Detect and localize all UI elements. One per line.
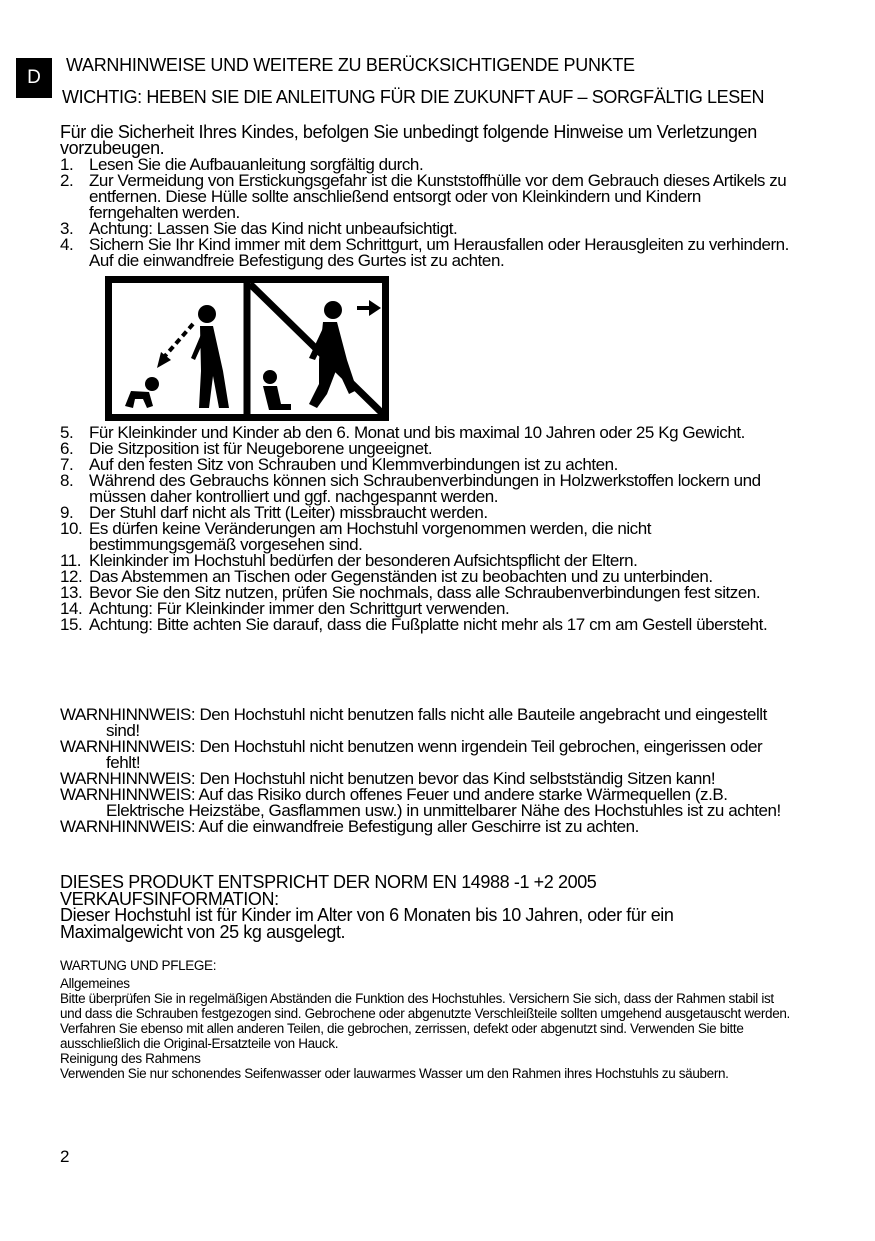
- list-item-text: Sichern Sie Ihr Kind immer mit dem Schrittgurt, um Herausfallen oder Herausgleiten zu verhindern. Auf die einwandfreie Befestigung des Gurtes ist zu achten.: [89, 235, 789, 270]
- list-item: [60, 237, 790, 269]
- list-item-number: 10.: [60, 519, 83, 538]
- instruction-list-part1: [60, 157, 790, 269]
- list-item-text: Achtung: Für Kleinkinder immer den Schrittgurt verwenden.: [89, 599, 510, 618]
- list-item-text: Während des Gebrauchs können sich Schraubenverbindungen in Holzwerkstoffen lockern und müssen daher kontrolliert und ggf. nachgespannt werden.: [89, 471, 761, 506]
- list-item-number: 2.: [60, 171, 74, 190]
- list-item-number: 8.: [60, 471, 74, 490]
- list-item-number: 7.: [60, 455, 74, 474]
- list-item-number: 14.: [60, 599, 83, 618]
- sales-info-block: [60, 874, 800, 940]
- language-badge: D: [16, 58, 52, 98]
- list-item-text: Der Stuhl darf nicht als Tritt (Leiter) missbraucht werden.: [89, 503, 488, 522]
- supervision-pictogram: [105, 276, 389, 421]
- list-item-number: 4.: [60, 235, 74, 254]
- instruction-list-part2: [60, 425, 790, 633]
- list-item-number: 9.: [60, 503, 74, 522]
- warning-item: WARNHINNWEIS: Den Hochstuhl nicht benutzen wenn irgendein Teil gebrochen, eingerissen oder fehlt!: [60, 737, 763, 772]
- list-item-text: Zur Vermeidung von Erstickungsgefahr ist die Kunststoffhülle vor dem Gebrauch dieses Artikels zu entfernen. Diese Hülle sollte anschließend entsorgt oder von Kleinkindern und Kindern ferngehalten werden.: [89, 171, 787, 222]
- warning-item: WARNHINNWEIS: Den Hochstuhl nicht benutzen falls nicht alle Bauteile angebracht und eingestellt sind!: [60, 705, 767, 740]
- norm-statement: DIESES PRODUKT ENTSPRICHT DER NORM EN 14988 -1 +2 2005: [60, 872, 597, 892]
- warning-item: WARNHINNWEIS: Auf die einwandfreie Befestigung aller Geschirre ist zu achten.: [60, 817, 639, 836]
- list-item: [60, 173, 790, 221]
- sales-text: Dieser Hochstuhl ist für Kinder im Alter von 6 Monaten bis 10 Jahren, oder für ein Maximalgewicht von 25 kg ausgelegt.: [60, 905, 674, 942]
- list-item-text: Auf den festen Sitz von Schrauben und Klemmverbindungen ist zu achten.: [89, 455, 618, 474]
- list-item: [60, 521, 790, 553]
- list-item-text: Achtung: Bitte achten Sie darauf, dass die Fußplatte nicht mehr als 17 cm am Gestell übersteht.: [89, 615, 768, 634]
- cleaning-text: Verwenden Sie nur schonendes Seifenwasser oder lauwarmes Wasser um den Rahmen ihres Hochstuhls zu säubern.: [60, 1066, 729, 1081]
- list-item-number: 12.: [60, 567, 83, 586]
- important-notice: WICHTIG: HEBEN SIE DIE ANLEITUNG FÜR DIE ZUKUNFT AUF – SORGFÄLTIG LESEN: [62, 87, 765, 107]
- maintenance-section: [60, 958, 790, 1081]
- list-item-number: 13.: [60, 583, 83, 602]
- list-item-number: 3.: [60, 219, 74, 238]
- list-item-number: 1.: [60, 155, 74, 174]
- list-item-text: Es dürfen keine Veränderungen am Hochstuhl vorgenommen werden, die nicht bestimmungsgemäß vorgesehen sind.: [89, 519, 652, 554]
- list-item-text: Für Kleinkinder und Kinder ab den 6. Monat und bis maximal 10 Jahren oder 25 Kg Gewicht.: [89, 423, 745, 442]
- list-item-number: 15.: [60, 615, 83, 634]
- list-item-text: Achtung: Lassen Sie das Kind nicht unbeaufsichtigt.: [89, 219, 458, 238]
- list-item-text: Das Abstemmen an Tischen oder Gegenständen ist zu beobachten und zu unterbinden.: [89, 567, 713, 586]
- list-item-text: Kleinkinder im Hochstuhl bedürfen der besonderen Aufsichtspflicht der Eltern.: [89, 551, 638, 570]
- page-title: WARNHINWEISE UND WEITERE ZU BERÜCKSICHTIGENDE PUNKTE: [66, 55, 635, 75]
- general-heading: Allgemeines: [60, 976, 130, 991]
- warnings-block: [60, 707, 800, 835]
- list-item-number: 5.: [60, 423, 74, 442]
- cleaning-heading: Reinigung des Rahmens: [60, 1051, 201, 1066]
- warning-item: WARNHINNWEIS: Auf das Risiko durch offenes Feuer und andere starke Wärmequellen (z.B. Elektrische Heizstäbe, Gasflammen usw.) in unmittelbarer Nähe des Hochstuhles ist zu achten!: [60, 785, 781, 820]
- page-number: 2: [60, 1147, 70, 1166]
- list-item-number: 11.: [60, 551, 82, 570]
- list-item-number: 6.: [60, 439, 74, 458]
- list-item: [60, 473, 790, 505]
- intro-text: Für die Sicherheit Ihres Kindes, befolgen Sie unbedingt folgende Hinweise um Verletzungen vorzubeugen.: [60, 122, 757, 158]
- list-item-text: Die Sitzposition ist für Neugeborene ungeeignet.: [89, 439, 433, 458]
- general-text: Bitte überprüfen Sie in regelmäßigen Abständen die Funktion des Hochstuhles. Versichern Sie sich, dass der Rahmen stabil ist und dass die Schrauben festgezogen sind. Gebrochene oder abgenutzte Verschleißteile sollten umgehend ausgetauscht werden. Verfahren Sie ebenso mit allen anderen Teilen, die gebrochen, zerrissen, defekt oder abgenutzt sind. Verwenden Sie bitte ausschließlich die Original-Ersatzteile von Hauck.: [60, 991, 790, 1051]
- sales-heading: VERKAUFSINFORMATION:: [60, 888, 279, 909]
- maintenance-heading: WARTUNG UND PFLEGE:: [60, 958, 217, 973]
- list-item-text: Lesen Sie die Aufbauanleitung sorgfältig durch.: [89, 155, 424, 174]
- list-item: [60, 617, 790, 633]
- list-item-text: Bevor Sie den Sitz nutzen, prüfen Sie nochmals, dass alle Schraubenverbindungen fest sitzen.: [89, 583, 761, 602]
- warning-item: WARNHINNWEIS: Den Hochstuhl nicht benutzen bevor das Kind selbstständig Sitzen kann!: [60, 769, 716, 788]
